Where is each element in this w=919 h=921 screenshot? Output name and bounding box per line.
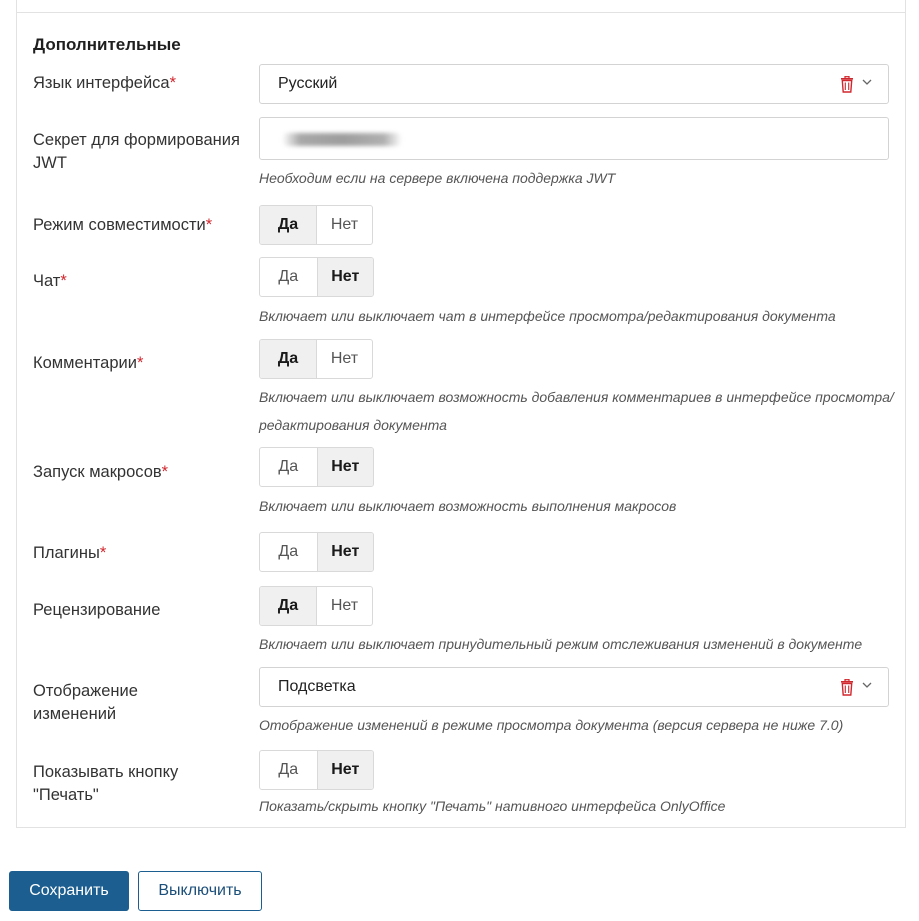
comments-hint-line2: редактирования документа [259, 417, 447, 433]
compatibility-mode-no[interactable]: Нет [316, 206, 372, 244]
review-label: Рецензирование [33, 601, 161, 619]
macros-toggle[interactable] [259, 447, 374, 487]
changes-display-select[interactable] [259, 667, 889, 707]
interface-language-select[interactable] [259, 64, 889, 104]
interface-language-value: Русский [278, 75, 338, 92]
chat-hint: Включает или выключает чат в интерфейсе просмотра/редактирования документа [259, 308, 836, 324]
save-button[interactable]: Сохранить [9, 871, 129, 911]
review-hint: Включает или выключает принудительный режим отслеживания изменений в документе [259, 636, 863, 652]
review-toggle[interactable] [259, 586, 373, 626]
macros-label: Запуск макросов* [33, 463, 169, 481]
comments-hint-line1: Включает или выключает возможность добавления комментариев в интерфейсе просмотра/ [259, 389, 894, 405]
chat-toggle[interactable] [259, 257, 374, 297]
trash-icon[interactable] [840, 679, 854, 696]
compatibility-mode-toggle[interactable] [259, 205, 373, 245]
chat-yes[interactable]: Да [278, 268, 299, 285]
trash-icon[interactable] [840, 76, 854, 93]
print-button-no[interactable]: Нет [317, 751, 374, 789]
changes-display-value: Подсветка [278, 678, 356, 695]
compatibility-mode-label: Режим совместимости* [33, 216, 213, 234]
print-button-toggle[interactable] [259, 750, 374, 790]
comments-yes[interactable]: Да [260, 340, 316, 378]
review-yes[interactable]: Да [260, 587, 316, 625]
review-no[interactable]: Нет [316, 587, 372, 625]
chevron-down-icon[interactable] [862, 681, 872, 689]
chevron-down-icon[interactable] [862, 78, 872, 86]
masked-secret-value [282, 133, 402, 146]
jwt-secret-input[interactable] [259, 117, 889, 160]
disable-button[interactable]: Выключить [138, 871, 262, 911]
comments-no[interactable]: Нет [316, 340, 372, 378]
chat-no[interactable]: Нет [317, 258, 374, 296]
plugins-yes[interactable]: Да [278, 543, 299, 560]
print-button-yes[interactable]: Да [278, 761, 299, 778]
print-button-label: Показывать кнопку "Печать" [33, 763, 179, 804]
compatibility-mode-yes[interactable]: Да [260, 206, 316, 244]
panel-divider [16, 12, 906, 13]
plugins-toggle[interactable] [259, 532, 374, 572]
macros-hint: Включает или выключает возможность выполнения макросов [259, 498, 677, 514]
jwt-secret-hint: Необходим если на сервере включена поддержка JWT [259, 170, 616, 186]
plugins-no[interactable]: Нет [317, 533, 374, 571]
macros-yes[interactable]: Да [278, 458, 299, 475]
comments-toggle[interactable] [259, 339, 373, 379]
macros-no[interactable]: Нет [317, 448, 374, 486]
print-button-hint: Показать/скрыть кнопку "Печать" нативного интерфейса OnlyOffice [259, 798, 726, 814]
changes-display-hint: Отображение изменений в режиме просмотра документа (версия сервера не ниже 7.0) [259, 717, 844, 733]
comments-label: Комментарии* [33, 354, 144, 372]
chat-label: Чат* [33, 272, 67, 290]
plugins-label: Плагины* [33, 544, 107, 562]
interface-language-label: Язык интерфейса* [33, 74, 177, 92]
jwt-secret-label: Секрет для формирования JWT [33, 131, 240, 172]
section-title: Дополнительные [33, 35, 181, 54]
changes-display-label: Отображение изменений [33, 682, 138, 723]
